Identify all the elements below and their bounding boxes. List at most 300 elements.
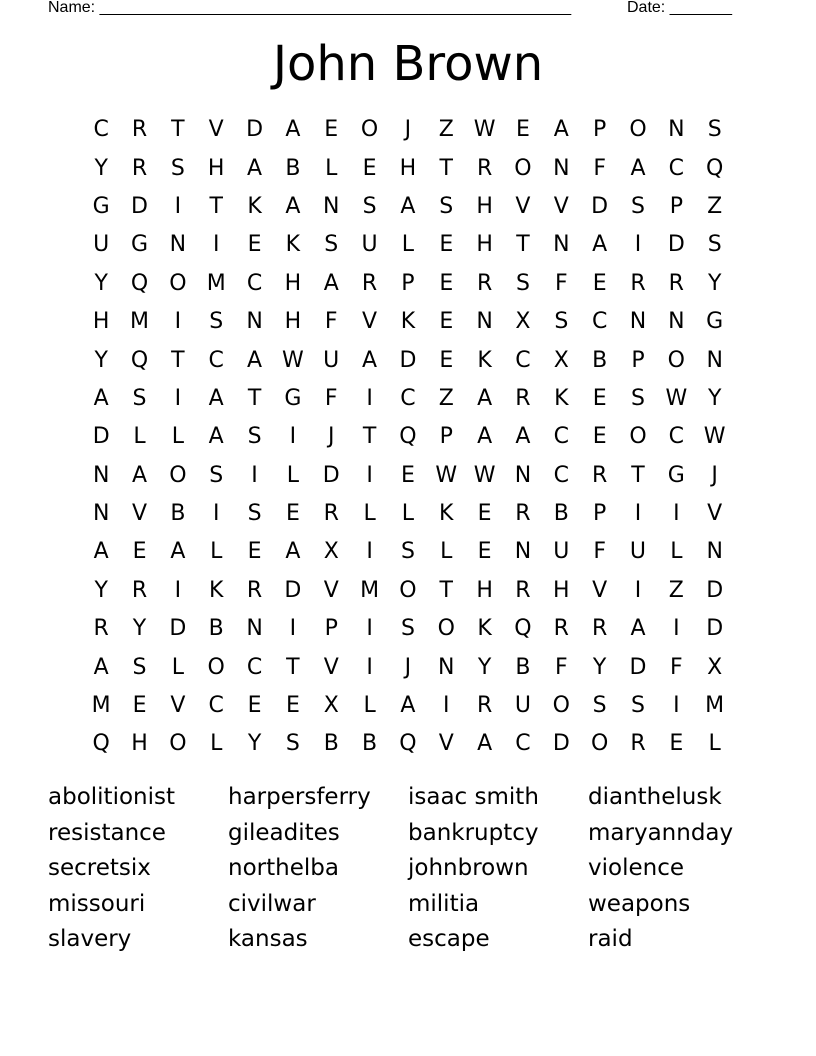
grid-letter: I	[174, 193, 182, 219]
grid-letter: H	[399, 155, 417, 181]
grid-letter: E	[516, 117, 530, 143]
grid-letter: B	[170, 501, 186, 527]
grid-letter: R	[131, 155, 148, 181]
grid-letter: T	[209, 193, 223, 219]
grid-letter: N	[514, 539, 532, 565]
grid-letter: N	[438, 654, 455, 680]
grid-letter: A	[630, 616, 646, 642]
search-word: secretsix	[48, 855, 151, 881]
grid-letter: T	[247, 385, 262, 411]
grid-letter: E	[285, 501, 300, 527]
grid-letter: I	[289, 424, 297, 450]
grid-letter: A	[247, 347, 263, 373]
grid-letter: S	[631, 193, 645, 219]
grid-letter: V	[515, 193, 531, 219]
grid-letter: I	[366, 539, 373, 565]
grid-row	[82, 341, 734, 379]
grid-letter: J	[711, 462, 718, 488]
grid-letter: Q	[399, 731, 417, 757]
search-word: resistance	[48, 819, 166, 846]
grid-row	[82, 265, 734, 303]
grid-letter: N	[92, 501, 110, 527]
grid-letter: L	[440, 539, 453, 565]
grid-letter: A	[477, 731, 493, 757]
grid-letter: T	[516, 232, 530, 258]
name-label: Name:	[48, 0, 96, 16]
grid-letter: O	[399, 577, 417, 603]
grid-letter: W	[703, 424, 726, 450]
grid-letter: C	[208, 347, 224, 373]
grid-letter: S	[631, 693, 645, 719]
grid-letter: H	[553, 577, 570, 603]
grid-row	[82, 111, 734, 149]
grid-row	[82, 495, 734, 533]
grid-letter: G	[706, 309, 724, 335]
grid-letter: O	[667, 347, 685, 373]
grid-letter: Q	[92, 731, 110, 757]
search-word: gileadites	[228, 819, 340, 846]
grid-row	[82, 725, 734, 763]
grid-letter: A	[93, 539, 109, 565]
grid-letter: E	[592, 424, 607, 450]
grid-letter: S	[400, 616, 415, 642]
grid-letter: S	[400, 539, 415, 565]
grid-letter: S	[631, 385, 645, 411]
grid-letter: E	[439, 347, 454, 373]
grid-letter: L	[363, 693, 376, 719]
grid-letter: E	[439, 232, 454, 258]
grid-letter: L	[133, 424, 146, 450]
puzzle-title: John Brown	[272, 36, 544, 92]
grid-letter: N	[169, 232, 187, 258]
grid-letter: R	[323, 501, 339, 527]
grid-letter: L	[401, 501, 415, 527]
grid-letter: S	[209, 462, 224, 488]
grid-letter: Y	[94, 155, 108, 181]
grid-letter: K	[285, 232, 301, 258]
grid-letter: D	[169, 616, 187, 642]
grid-letter: O	[169, 270, 187, 296]
grid-letter: L	[171, 654, 184, 680]
grid-letter: M	[705, 693, 725, 719]
grid-letter: F	[593, 155, 606, 181]
grid-letter: F	[593, 539, 606, 565]
grid-letter: K	[439, 501, 454, 527]
grid-letter: E	[132, 693, 147, 719]
grid-row	[82, 418, 734, 456]
grid-letter: E	[247, 693, 262, 719]
grid-letter: I	[366, 385, 373, 411]
grid-letter: D	[131, 193, 148, 219]
grid-letter: A	[93, 385, 109, 411]
grid-letter: N	[668, 117, 685, 143]
search-word: johnbrown	[408, 855, 529, 881]
grid-letter: D	[629, 654, 647, 680]
date-field	[627, 0, 732, 18]
grid-letter: C	[93, 117, 109, 143]
grid-letter: I	[289, 616, 297, 642]
grid-letter: G	[130, 232, 149, 258]
grid-letter: K	[477, 616, 492, 642]
grid-letter: M	[360, 577, 380, 603]
grid-letter: M	[91, 693, 111, 719]
grid-letter: A	[285, 539, 301, 565]
grid-letter: A	[400, 693, 416, 719]
grid-letter: L	[363, 501, 376, 527]
grid-letter: F	[324, 385, 338, 411]
grid-letter: S	[247, 424, 262, 450]
grid-letter: C	[246, 270, 263, 296]
grid-letter: V	[323, 654, 339, 680]
grid-letter: S	[439, 193, 454, 219]
grid-letter: J	[327, 424, 335, 450]
grid-letter: T	[171, 117, 185, 143]
grid-letter: P	[669, 193, 683, 219]
grid-letter: C	[515, 347, 531, 373]
grid-letter: Y	[94, 347, 108, 373]
grid-letter: A	[400, 193, 416, 219]
grid-letter: O	[437, 616, 455, 642]
search-word: dianthelusk	[588, 784, 722, 810]
grid-letter: A	[208, 424, 224, 450]
grid-letter: R	[630, 731, 646, 757]
search-word: maryannday	[588, 819, 734, 846]
grid-row	[82, 226, 734, 264]
grid-letter: L	[401, 232, 415, 258]
grid-letter: U	[553, 539, 570, 565]
grid-letter: S	[707, 232, 722, 258]
grid-letter: D	[284, 577, 302, 603]
grid-letter: P	[593, 117, 607, 143]
grid-letter: H	[207, 155, 225, 181]
grid-row	[82, 188, 734, 226]
grid-letter: V	[592, 577, 608, 603]
grid-letter: K	[208, 577, 224, 603]
grid-letter: R	[361, 270, 378, 296]
grid-letter: W	[282, 347, 304, 373]
grid-letter: I	[212, 501, 220, 527]
grid-letter: V	[707, 501, 723, 527]
grid-letter: U	[629, 539, 647, 565]
grid-letter: S	[285, 731, 300, 757]
grid-letter: R	[131, 117, 148, 143]
grid-letter: K	[400, 309, 416, 335]
grid-letter: I	[212, 232, 220, 258]
grid-letter: L	[210, 731, 223, 757]
grid-letter: C	[553, 462, 569, 488]
grid-letter: I	[673, 501, 680, 527]
grid-letter: N	[246, 309, 263, 335]
search-word: slavery	[48, 926, 132, 952]
grid-letter: Y	[132, 616, 147, 642]
grid-letter: H	[284, 309, 302, 335]
grid-letter: O	[629, 424, 647, 450]
grid-letter: T	[631, 462, 645, 488]
grid-letter: L	[171, 424, 184, 450]
grid-letter: S	[209, 309, 224, 335]
grid-letter: N	[553, 155, 570, 181]
grid-letter: A	[247, 155, 263, 181]
grid-letter: T	[286, 654, 300, 680]
grid-letter: A	[131, 462, 148, 488]
grid-letter: A	[93, 654, 109, 680]
grid-letter: I	[366, 616, 373, 642]
grid-row	[82, 533, 734, 571]
grid-letter: D	[667, 232, 685, 258]
grid-letter: N	[706, 539, 723, 565]
grid-letter: A	[285, 117, 301, 143]
word-column	[228, 780, 408, 958]
grid-letter: D	[552, 731, 570, 757]
grid-letter: B	[285, 155, 301, 181]
grid-row	[82, 648, 734, 686]
search-word: bankruptcy	[408, 819, 539, 846]
grid-letter: P	[439, 424, 453, 450]
grid-letter: B	[208, 616, 224, 642]
grid-letter: V	[323, 577, 339, 603]
grid-letter: E	[439, 309, 454, 335]
search-word: missouri	[48, 890, 146, 917]
grid-letter: I	[366, 462, 373, 488]
search-word: violence	[588, 855, 684, 881]
grid-letter: S	[554, 309, 569, 335]
grid-letter: W	[665, 385, 688, 411]
grid-letter: R	[246, 577, 263, 603]
grid-letter: E	[132, 539, 147, 565]
grid-letter: C	[400, 385, 416, 411]
grid-letter: J	[404, 117, 412, 143]
name-field	[48, 0, 571, 18]
grid-letter: B	[323, 731, 339, 757]
grid-letter: Z	[438, 117, 454, 143]
grid-letter: H	[476, 193, 493, 219]
grid-letter: E	[324, 117, 339, 143]
grid-letter: O	[360, 117, 379, 143]
grid-row	[82, 303, 734, 341]
grid-letter: T	[439, 577, 453, 603]
grid-letter: N	[706, 347, 723, 373]
grid-letter: N	[476, 309, 493, 335]
grid-letter: I	[634, 501, 642, 527]
grid-letter: K	[247, 193, 262, 219]
grid-letter: E	[477, 501, 492, 527]
grid-letter: D	[706, 577, 724, 603]
search-word: harpersferry	[228, 784, 371, 810]
grid-letter: P	[631, 347, 645, 373]
grid-letter: Y	[707, 270, 722, 296]
grid-letter: S	[707, 117, 722, 143]
search-word: northelba	[228, 855, 339, 881]
grid-letter: N	[323, 193, 340, 219]
grid-letter: F	[554, 270, 568, 296]
grid-letter: P	[401, 270, 415, 296]
grid-letter: R	[93, 616, 109, 642]
grid-letter: H	[476, 577, 493, 603]
grid-letter: R	[476, 155, 493, 181]
grid-letter: N	[668, 309, 685, 335]
grid-letter: A	[362, 347, 378, 373]
grid-letter: B	[515, 654, 531, 680]
grid-letter: I	[366, 654, 373, 680]
grid-letter: U	[93, 232, 110, 258]
date-blank: _______	[669, 0, 732, 16]
grid-letter: W	[435, 462, 458, 488]
grid-letter: P	[593, 501, 607, 527]
grid-letter: W	[473, 117, 496, 143]
word-column	[588, 780, 768, 958]
grid-letter: S	[170, 155, 185, 181]
grid-letter: O	[207, 654, 225, 680]
grid-letter: D	[92, 424, 110, 450]
grid-letter: Z	[438, 385, 454, 411]
grid-letter: R	[515, 385, 531, 411]
grid-letter: E	[362, 155, 377, 181]
grid-letter: X	[553, 347, 569, 373]
grid-letter: R	[515, 577, 531, 603]
grid-letter: Q	[399, 424, 417, 450]
grid-letter: E	[477, 539, 492, 565]
grid-letter: U	[514, 693, 531, 719]
grid-letter: I	[673, 616, 680, 642]
grid-letter: R	[630, 270, 646, 296]
grid-letter: I	[634, 232, 642, 258]
grid-letter: R	[591, 616, 608, 642]
grid-letter: R	[476, 270, 493, 296]
grid-row	[82, 380, 734, 418]
grid-letter: R	[591, 462, 608, 488]
grid-letter: C	[553, 424, 569, 450]
grid-letter: A	[170, 539, 186, 565]
grid-letter: V	[362, 309, 378, 335]
grid-letter: G	[92, 193, 110, 219]
grid-letter: E	[592, 270, 607, 296]
grid-letter: Q	[130, 270, 149, 296]
grid-letter: E	[247, 539, 262, 565]
letter-grid	[82, 111, 734, 764]
grid-letter: I	[251, 462, 258, 488]
grid-letter: S	[324, 232, 339, 258]
grid-letter: E	[669, 731, 684, 757]
grid-letter: X	[707, 654, 723, 680]
grid-letter: O	[169, 462, 187, 488]
grid-letter: N	[553, 232, 570, 258]
grid-letter: X	[323, 539, 339, 565]
grid-letter: A	[208, 385, 224, 411]
grid-letter: A	[630, 155, 646, 181]
word-list	[48, 780, 788, 958]
grid-letter: E	[247, 232, 262, 258]
grid-letter: S	[362, 193, 377, 219]
grid-letter: Y	[707, 385, 722, 411]
grid-letter: D	[399, 347, 417, 373]
grid-letter: L	[325, 155, 338, 181]
grid-letter: C	[668, 424, 685, 450]
search-word: kansas	[228, 926, 308, 952]
grid-letter: U	[323, 347, 340, 373]
grid-letter: P	[324, 616, 338, 642]
grid-letter: S	[247, 501, 262, 527]
grid-letter: I	[174, 309, 182, 335]
grid-row	[82, 457, 734, 495]
grid-letter: V	[553, 193, 569, 219]
grid-letter: A	[592, 232, 608, 258]
grid-letter: F	[324, 309, 338, 335]
grid-letter: O	[552, 693, 570, 719]
grid-letter: Q	[130, 347, 149, 373]
grid-letter: A	[477, 424, 493, 450]
grid-letter: E	[439, 270, 454, 296]
grid-letter: Q	[706, 155, 724, 181]
grid-letter: J	[404, 654, 412, 680]
search-word: raid	[588, 926, 633, 952]
grid-letter: Y	[94, 577, 108, 603]
grid-letter: M	[130, 309, 149, 335]
grid-letter: I	[634, 577, 642, 603]
grid-letter: R	[131, 577, 148, 603]
grid-letter: A	[553, 117, 569, 143]
grid-letter: Y	[592, 654, 607, 680]
grid-letter: F	[554, 654, 568, 680]
grid-letter: I	[174, 577, 182, 603]
grid-letter: D	[322, 462, 340, 488]
grid-letter: S	[132, 385, 147, 411]
grid-letter: N	[246, 616, 263, 642]
grid-letter: K	[477, 347, 492, 373]
grid-row	[82, 149, 734, 187]
grid-letter: G	[284, 385, 302, 411]
grid-letter: E	[592, 385, 607, 411]
grid-letter: N	[629, 309, 647, 335]
grid-letter: D	[246, 117, 264, 143]
grid-row	[82, 687, 734, 725]
search-word: escape	[408, 926, 490, 952]
grid-letter: S	[515, 270, 530, 296]
grid-letter: H	[131, 731, 148, 757]
search-word: civilwar	[228, 890, 316, 917]
grid-letter: S	[132, 654, 147, 680]
grid-letter: B	[362, 731, 378, 757]
grid-letter: A	[477, 385, 493, 411]
grid-letter: R	[553, 616, 569, 642]
grid-letter: B	[553, 501, 569, 527]
word-column	[48, 780, 228, 958]
grid-letter: R	[515, 501, 531, 527]
date-label: Date:	[627, 0, 666, 16]
grid-letter: G	[667, 462, 685, 488]
grid-row	[82, 610, 734, 648]
grid-letter: V	[208, 117, 224, 143]
grid-letter: C	[208, 693, 224, 719]
grid-letter: Y	[477, 654, 492, 680]
grid-row	[82, 572, 734, 610]
grid-letter: X	[515, 309, 531, 335]
name-blank: _____________________________________________________	[99, 0, 572, 16]
grid-letter: L	[286, 462, 300, 488]
grid-letter: O	[169, 731, 187, 757]
grid-letter: B	[592, 347, 608, 373]
grid-letter: I	[174, 385, 182, 411]
grid-letter: V	[438, 731, 454, 757]
grid-letter: M	[206, 270, 226, 296]
grid-letter: L	[210, 539, 223, 565]
grid-letter: F	[670, 654, 683, 680]
grid-letter: H	[92, 309, 110, 335]
grid-letter: I	[673, 693, 680, 719]
grid-letter: Z	[668, 577, 684, 603]
grid-letter: H	[284, 270, 302, 296]
grid-letter: D	[706, 616, 724, 642]
grid-letter: E	[400, 462, 415, 488]
